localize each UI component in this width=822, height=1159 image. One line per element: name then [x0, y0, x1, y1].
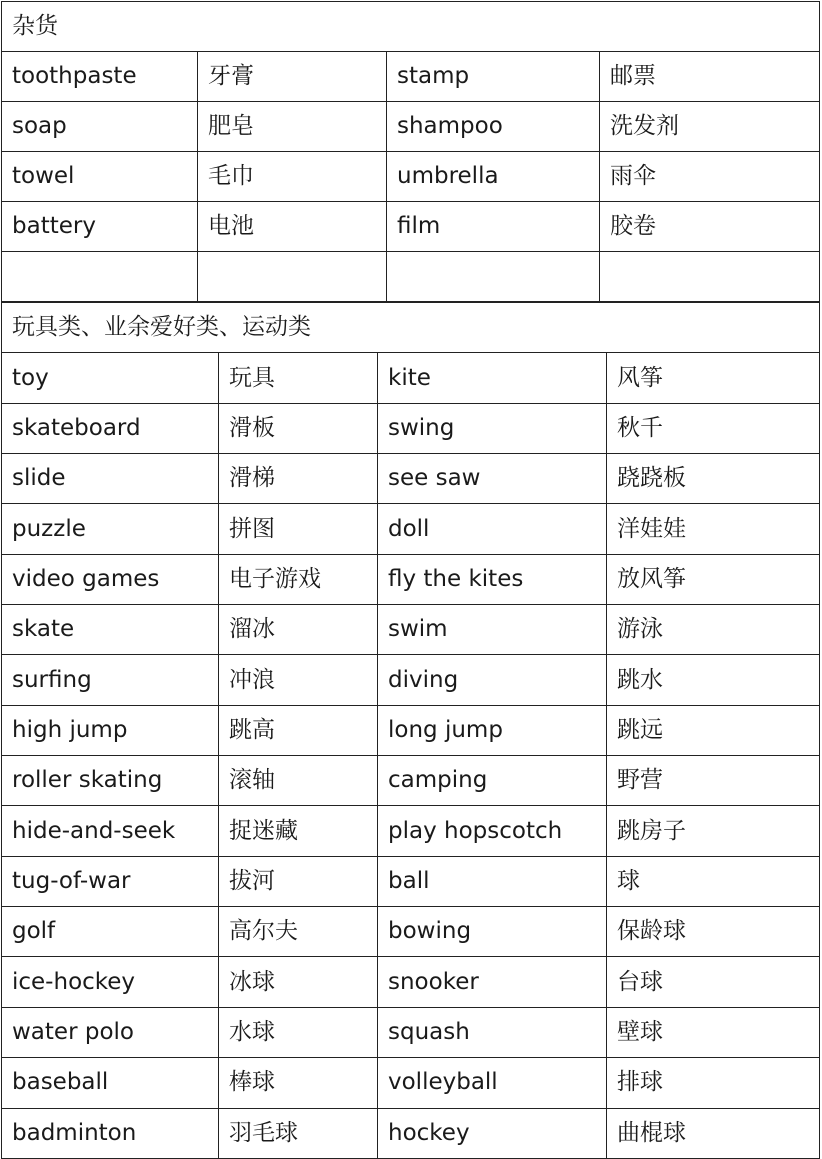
english-term-cell: snooker [378, 957, 607, 1007]
chinese-term-cell: 游泳 [607, 605, 820, 655]
table-row [2, 856, 820, 906]
english-term-cell: see saw [378, 454, 607, 504]
chinese-term-cell: 排球 [607, 1058, 820, 1108]
chinese-term-cell: 高尔夫 [219, 907, 378, 957]
chinese-term-cell: 曲棍球 [607, 1108, 820, 1158]
table-row [2, 756, 820, 806]
chinese-term-cell: 棒球 [219, 1058, 378, 1108]
table-row [2, 907, 820, 957]
chinese-term-cell: 水球 [219, 1007, 378, 1057]
chinese-term-cell: 球 [607, 856, 820, 906]
chinese-term-cell: 冰球 [219, 957, 378, 1007]
table-row [2, 554, 820, 604]
english-term-cell: water polo [2, 1007, 219, 1057]
table-row [2, 504, 820, 554]
chinese-term-cell: 拼图 [219, 504, 378, 554]
chinese-term-cell: 野营 [607, 756, 820, 806]
table-row [2, 252, 820, 302]
chinese-term-cell: 洋娃娃 [607, 504, 820, 554]
chinese-term-cell [600, 252, 820, 302]
chinese-term-cell: 滑梯 [219, 454, 378, 504]
chinese-term-cell: 肥皂 [198, 102, 387, 152]
english-term-cell: kite [378, 353, 607, 403]
chinese-term-cell: 保龄球 [607, 907, 820, 957]
table-row [2, 655, 820, 705]
chinese-term-cell: 跷跷板 [607, 454, 820, 504]
vocab-table-toys-hobbies-sports [1, 302, 820, 1159]
english-term-cell: fly the kites [378, 554, 607, 604]
table-row [2, 152, 820, 202]
english-term-cell: umbrella [387, 152, 600, 202]
english-term-cell: golf [2, 907, 219, 957]
chinese-term-cell: 胶卷 [600, 202, 820, 252]
english-term-cell: play hopscotch [378, 806, 607, 856]
chinese-term-cell: 洗发剂 [600, 102, 820, 152]
english-term-cell: swim [378, 605, 607, 655]
table-row [2, 705, 820, 755]
english-term-cell: high jump [2, 705, 219, 755]
english-term-cell: hide-and-seek [2, 806, 219, 856]
english-term-cell: badminton [2, 1108, 219, 1158]
table-row [2, 454, 820, 504]
vocab-table-groceries [1, 1, 820, 302]
section-header-row [2, 2, 820, 52]
chinese-term-cell: 放风筝 [607, 554, 820, 604]
chinese-term-cell: 电池 [198, 202, 387, 252]
english-term-cell: volleyball [378, 1058, 607, 1108]
table-row [2, 957, 820, 1007]
english-term-cell: baseball [2, 1058, 219, 1108]
english-term-cell: ball [378, 856, 607, 906]
english-term-cell: film [387, 202, 600, 252]
english-term-cell: bowing [378, 907, 607, 957]
table-row [2, 605, 820, 655]
english-term-cell: surfing [2, 655, 219, 705]
english-term-cell: towel [2, 152, 198, 202]
chinese-term-cell: 台球 [607, 957, 820, 1007]
english-term-cell: tug-of-war [2, 856, 219, 906]
table-row [2, 806, 820, 856]
english-term-cell: camping [378, 756, 607, 806]
english-term-cell [387, 252, 600, 302]
chinese-term-cell: 冲浪 [219, 655, 378, 705]
english-term-cell: swing [378, 403, 607, 453]
chinese-term-cell: 牙膏 [198, 52, 387, 102]
chinese-term-cell: 雨伞 [600, 152, 820, 202]
chinese-term-cell: 跳高 [219, 705, 378, 755]
section-header-row [2, 303, 820, 353]
chinese-term-cell: 捉迷藏 [219, 806, 378, 856]
chinese-term-cell: 跳房子 [607, 806, 820, 856]
chinese-term-cell: 玩具 [219, 353, 378, 403]
chinese-term-cell: 滚轴 [219, 756, 378, 806]
chinese-term-cell [198, 252, 387, 302]
english-term-cell: video games [2, 554, 219, 604]
english-term-cell: diving [378, 655, 607, 705]
table-row [2, 102, 820, 152]
chinese-term-cell: 秋千 [607, 403, 820, 453]
chinese-term-cell: 壁球 [607, 1007, 820, 1057]
table-row [2, 52, 820, 102]
chinese-term-cell: 毛巾 [198, 152, 387, 202]
section-title-groceries: 杂货 [2, 2, 820, 52]
table-row [2, 353, 820, 403]
english-term-cell: battery [2, 202, 198, 252]
english-term-cell: doll [378, 504, 607, 554]
english-term-cell [2, 252, 198, 302]
table-row [2, 1108, 820, 1158]
chinese-term-cell: 跳远 [607, 705, 820, 755]
english-term-cell: puzzle [2, 504, 219, 554]
english-term-cell: stamp [387, 52, 600, 102]
table-row [2, 202, 820, 252]
table-row [2, 1007, 820, 1057]
english-term-cell: roller skating [2, 756, 219, 806]
chinese-term-cell: 风筝 [607, 353, 820, 403]
table-row [2, 1058, 820, 1108]
chinese-term-cell: 滑板 [219, 403, 378, 453]
english-term-cell: skate [2, 605, 219, 655]
english-term-cell: toothpaste [2, 52, 198, 102]
english-term-cell: soap [2, 102, 198, 152]
section-title-toys-hobbies-sports: 玩具类、业余爱好类、运动类 [2, 303, 820, 353]
english-term-cell: slide [2, 454, 219, 504]
chinese-term-cell: 羽毛球 [219, 1108, 378, 1158]
table-row [2, 403, 820, 453]
english-term-cell: skateboard [2, 403, 219, 453]
chinese-term-cell: 溜冰 [219, 605, 378, 655]
english-term-cell: squash [378, 1007, 607, 1057]
english-term-cell: hockey [378, 1108, 607, 1158]
english-term-cell: shampoo [387, 102, 600, 152]
chinese-term-cell: 电子游戏 [219, 554, 378, 604]
chinese-term-cell: 邮票 [600, 52, 820, 102]
english-term-cell: ice-hockey [2, 957, 219, 1007]
chinese-term-cell: 跳水 [607, 655, 820, 705]
english-term-cell: toy [2, 353, 219, 403]
chinese-term-cell: 拔河 [219, 856, 378, 906]
english-term-cell: long jump [378, 705, 607, 755]
